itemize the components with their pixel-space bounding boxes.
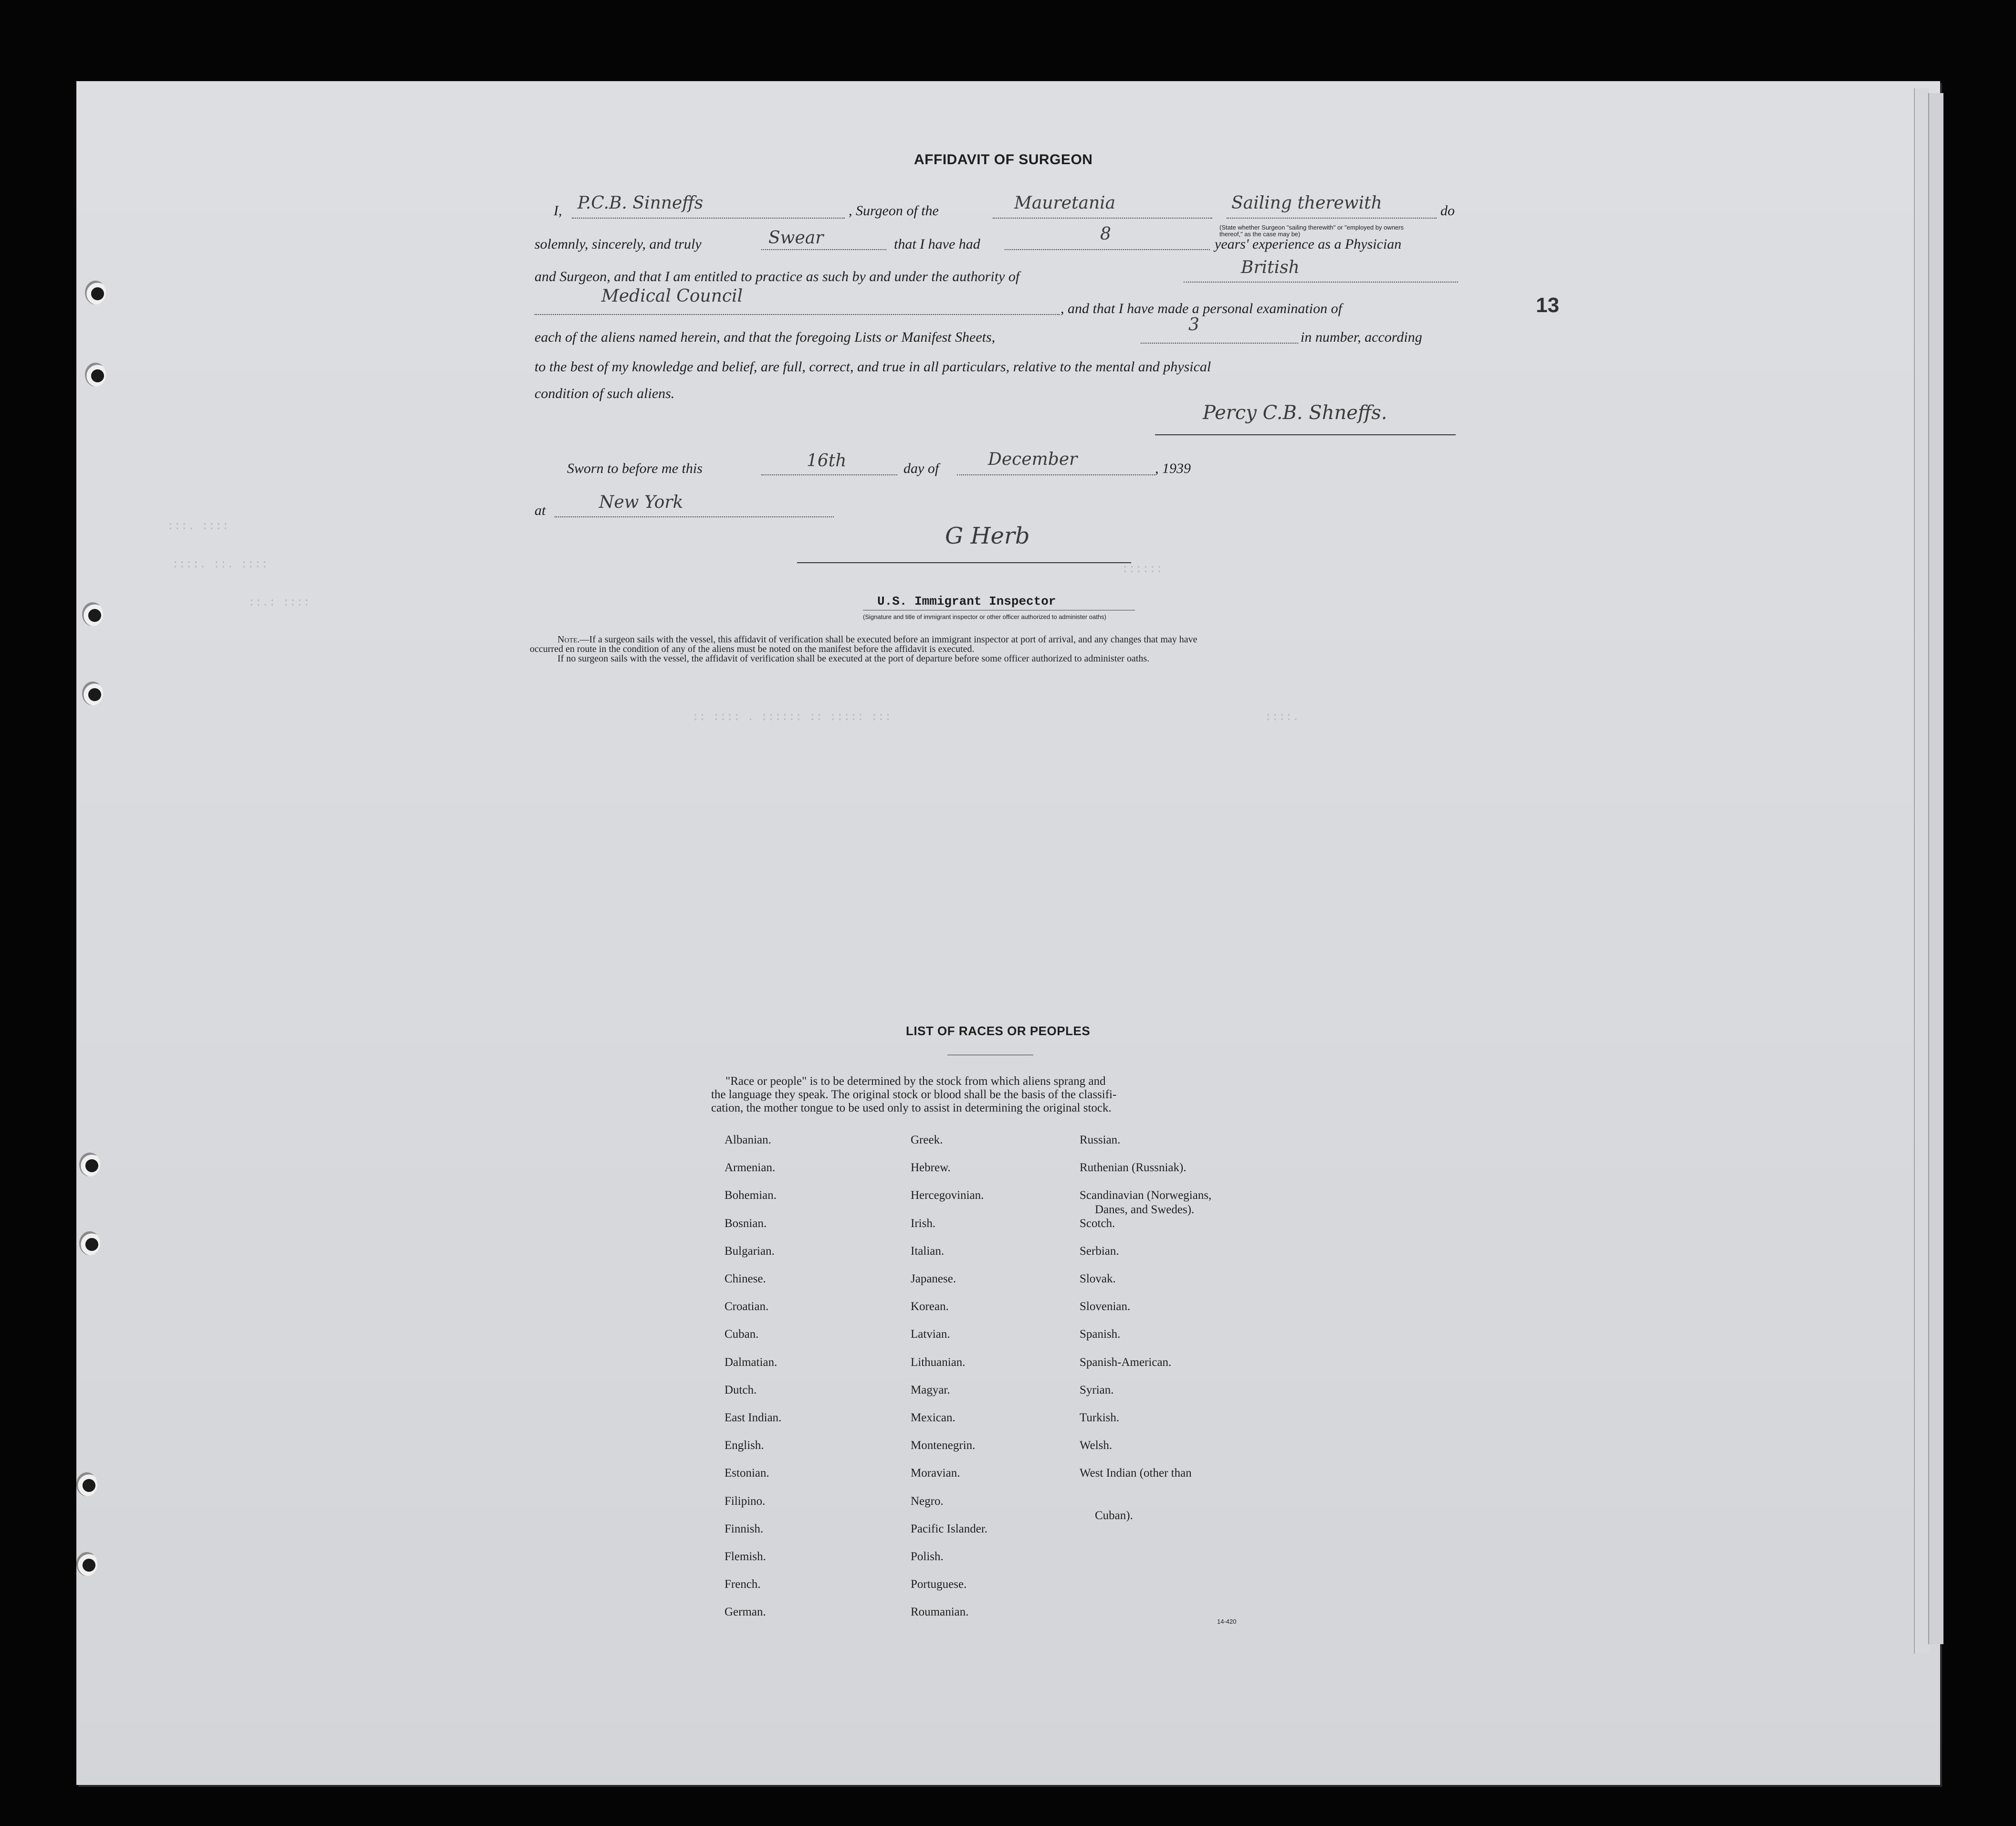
affidavit-text: , Surgeon of the <box>849 203 939 219</box>
race-item: English. <box>724 1439 764 1452</box>
oath-line <box>761 249 886 250</box>
affidavit-text: I, <box>554 203 562 219</box>
race-item: Polish. <box>911 1550 944 1563</box>
sailing-status-handwritten: Sailing therewith <box>1231 193 1382 213</box>
race-item: Armenian. <box>724 1161 776 1175</box>
race-item: Scotch. <box>1080 1217 1115 1230</box>
vessel-handwritten: Mauretania <box>1014 193 1116 213</box>
note-label: Note. <box>557 634 580 645</box>
bleed-through-mark: :: :::: . :::::: :: ::::: ::: <box>692 711 892 724</box>
race-item: Bulgarian. <box>724 1244 775 1258</box>
race-item: German. <box>724 1606 766 1619</box>
form-number: 14-420 <box>1217 1618 1237 1625</box>
binder-hole <box>76 1552 97 1576</box>
race-item: Syrian. <box>1080 1383 1114 1396</box>
binder-hole <box>82 682 103 705</box>
affidavit-text: day of <box>903 461 939 476</box>
race-item: Filipino. <box>724 1494 766 1508</box>
sheets-handwritten: 3 <box>1188 315 1199 335</box>
race-item: Cuban). <box>1095 1509 1133 1522</box>
sworn-month-line <box>957 474 1155 475</box>
affidavit-text: , and that I have made a personal examination of <box>1060 301 1342 316</box>
bleed-through-mark: :::::: <box>1122 563 1163 576</box>
inspector-signature-line <box>797 562 1131 563</box>
race-item: French. <box>724 1578 761 1591</box>
note-line-2: occurred en route in the condition of any of the aliens must be noted on the manifest before the affidavit is executed. <box>530 644 975 654</box>
place-line <box>555 516 834 517</box>
affidavit-text: at <box>535 503 546 518</box>
race-item: Montenegrin. <box>911 1439 976 1452</box>
race-item: Spanish. <box>1080 1328 1121 1341</box>
binder-hole <box>79 1231 100 1255</box>
race-item: Flemish. <box>724 1550 766 1563</box>
race-item: Scandinavian (Norwegians, <box>1080 1189 1212 1202</box>
sworn-year: , 1939 <box>1155 461 1191 476</box>
affidavit-note <box>557 635 1197 644</box>
race-item: Negro. <box>911 1494 944 1508</box>
authority-handwritten-2: Medical Council <box>601 286 743 306</box>
race-item: Italian. <box>911 1244 945 1258</box>
affidavit-text: solemnly, sincerely, and truly <box>535 236 702 252</box>
races-title: LIST OF RACES OR PEOPLES <box>906 1024 1091 1038</box>
inspector-note: (Signature and title of immigrant inspector or other officer authorized to administer oaths) <box>863 613 1106 620</box>
race-item: Hebrew. <box>911 1161 951 1175</box>
affidavit-text: Sworn to before me this <box>567 461 703 476</box>
race-item: Roumanian. <box>911 1606 969 1619</box>
race-item: Spanish-American. <box>1080 1355 1172 1369</box>
affidavit-text: do <box>1440 203 1455 219</box>
race-item: Bosnian. <box>724 1217 767 1230</box>
race-item: East Indian. <box>724 1411 782 1424</box>
surgeon-signature: Percy C.B. Shneffs. <box>1203 402 1387 424</box>
race-item: Japanese. <box>911 1272 956 1285</box>
sworn-month-handwritten: December <box>988 450 1078 469</box>
races-intro-2: the language they speak. The original stock or blood shall be the basis of the classifi- <box>711 1088 1117 1101</box>
race-item: Estonian. <box>724 1467 769 1480</box>
note-line-3: If no surgeon sails with the vessel, the affidavit of verification shall be executed at the port of departure before some officer authorized to administer oaths. <box>557 653 1150 664</box>
bleed-through-mark: ::.: :::: <box>248 597 310 609</box>
race-item: Slovak. <box>1080 1272 1116 1285</box>
bleed-through-mark: :::. :::: <box>167 520 229 533</box>
race-item: Irish. <box>911 1217 936 1230</box>
page-number: 13 <box>1536 294 1559 317</box>
binder-hole <box>79 1153 100 1176</box>
affidavit-text: in number, according <box>1301 329 1422 345</box>
race-item: Russian. <box>1080 1133 1121 1146</box>
affidavit-text: years' experience as a Physician <box>1215 236 1402 252</box>
bleed-through-mark: ::::. ::. :::: <box>172 558 268 571</box>
race-item: Danes, and Swedes). <box>1095 1203 1195 1217</box>
race-item: Croatian. <box>724 1300 769 1313</box>
surgeon-name-line <box>572 218 845 219</box>
affidavit-text: and Surgeon, and that I am entitled to practice as such by and under the authority of <box>535 269 1020 284</box>
document-page <box>76 81 1940 1785</box>
race-item: Slovenian. <box>1080 1300 1131 1313</box>
binder-hole <box>76 1472 97 1496</box>
binder-hole <box>82 602 103 626</box>
inspector-signature: G Herb <box>945 523 1030 549</box>
years-line <box>1005 249 1210 250</box>
race-item: Pacific Islander. <box>911 1522 988 1535</box>
race-item: Chinese. <box>724 1272 766 1285</box>
race-item: Magyar. <box>911 1383 950 1396</box>
page-edge <box>1914 88 1929 1654</box>
race-item: Bohemian. <box>724 1189 777 1202</box>
surgeon-status-note: (State whether Surgeon "sailing therewith" or "employed by owners thereof," as the case may be) <box>1219 224 1404 238</box>
bleed-through-mark: ::::. <box>1265 711 1300 724</box>
binder-hole <box>85 281 106 304</box>
race-item: Turkish. <box>1080 1411 1120 1424</box>
race-item: Hercegovinian. <box>911 1189 984 1202</box>
race-item: Cuban. <box>724 1328 759 1341</box>
race-item: Ruthenian (Russniak). <box>1080 1161 1186 1175</box>
race-item: Lithuanian. <box>911 1355 966 1369</box>
race-item: Finnish. <box>724 1522 764 1535</box>
race-item: Mexican. <box>911 1411 956 1424</box>
sheets-line <box>1141 343 1298 344</box>
affidavit-title: AFFIDAVIT OF SURGEON <box>914 152 1093 168</box>
vessel-line <box>993 218 1212 219</box>
authority-handwritten: British <box>1241 258 1300 277</box>
races-intro-3: cation, the mother tongue to be used only to assist in determining the original stock. <box>711 1102 1112 1114</box>
race-item: Dalmatian. <box>724 1355 777 1369</box>
race-item: Korean. <box>911 1300 949 1313</box>
surgeon-signature-line <box>1155 434 1456 435</box>
sworn-day-line <box>761 474 897 475</box>
sworn-day-handwritten: 16th <box>807 451 847 471</box>
races-intro-1: "Race or people" is to be determined by the stock from which aliens sprang and <box>725 1075 1106 1088</box>
inspector-title: U.S. Immigrant Inspector <box>877 594 1056 609</box>
race-item: Welsh. <box>1080 1439 1113 1452</box>
race-item: Serbian. <box>1080 1244 1119 1258</box>
authority-line <box>1184 282 1458 283</box>
authority-line-2 <box>535 314 1060 315</box>
affidavit-text: each of the aliens named herein, and that the foregoing Lists or Manifest Sheets, <box>535 329 996 345</box>
race-item: Moravian. <box>911 1467 960 1480</box>
affidavit-text: condition of such aliens. <box>535 386 675 401</box>
surgeon-name-handwritten: P.C.B. Sinneffs <box>578 193 704 213</box>
place-handwritten: New York <box>599 493 683 512</box>
page-edge <box>1928 93 1943 1644</box>
race-item: West Indian (other than <box>1080 1467 1192 1480</box>
binder-hole <box>85 363 106 387</box>
affidavit-text: to the best of my knowledge and belief, are full, correct, and true in all particulars, relative to the mental and physical <box>535 359 1211 375</box>
race-item: Latvian. <box>911 1328 950 1341</box>
race-item: Albanian. <box>724 1133 771 1146</box>
affidavit-text: that I have had <box>894 236 980 252</box>
years-handwritten: 8 <box>1100 224 1111 244</box>
sailing-status-line <box>1227 218 1437 219</box>
race-item: Portuguese. <box>911 1578 967 1591</box>
race-item: Dutch. <box>724 1383 757 1396</box>
note-line-1: —If a surgeon sails with the vessel, this affidavit of verification shall be executed before an immigrant inspector at port of arrival, and any changes that may have <box>579 634 1197 645</box>
oath-handwritten: Swear <box>768 228 824 248</box>
race-item: Greek. <box>911 1133 943 1146</box>
